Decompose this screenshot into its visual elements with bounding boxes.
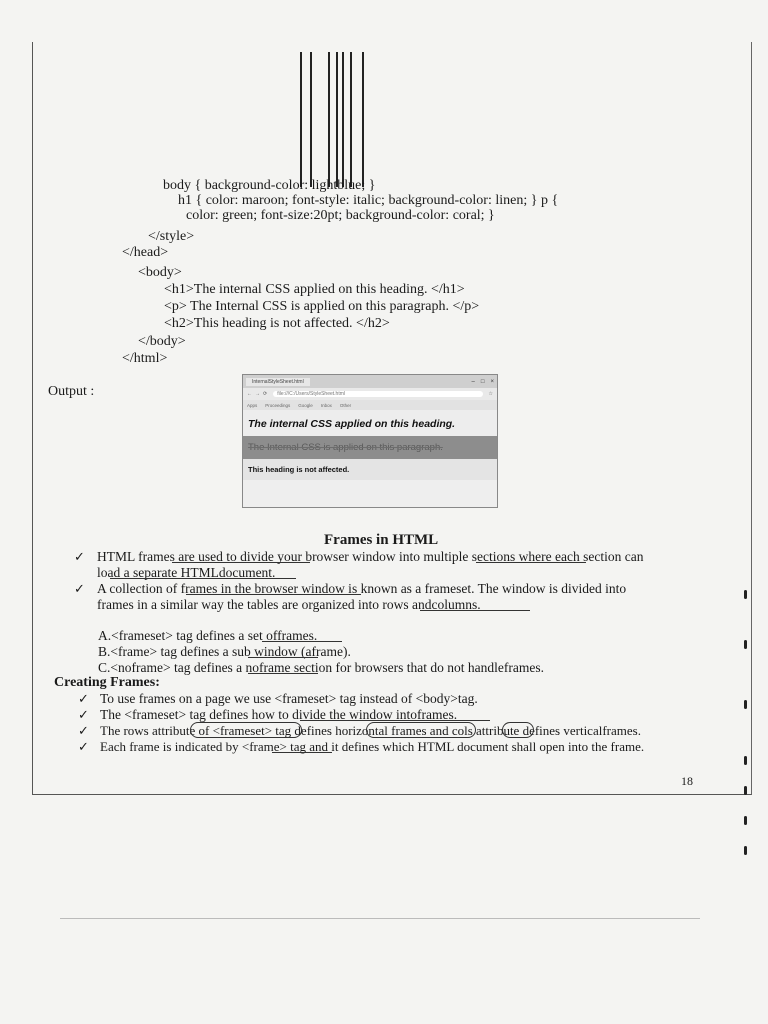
- browser-address-bar: [243, 388, 497, 400]
- code-line: </html>: [122, 351, 168, 366]
- back-icon: ←: [247, 391, 252, 397]
- margin-mark: [744, 640, 747, 649]
- code-line: <h1>The internal CSS applied on this heading. </h1>: [164, 282, 465, 297]
- star-icon: ☆: [488, 391, 493, 397]
- code-line: h1 { color: maroon; font-style: italic; background-color: linen; } p {: [178, 193, 559, 208]
- url-field: file:///C:/Users/StyleSheet.html: [273, 391, 482, 397]
- ink-circle: [502, 722, 534, 738]
- browser-tab: InternalStyleSheet.html: [246, 378, 310, 386]
- browser-screenshot: [242, 374, 498, 508]
- forward-icon: →: [255, 391, 260, 397]
- minimize-icon: –: [471, 378, 475, 385]
- browser-h2: This heading is not affected.: [243, 459, 497, 480]
- section-title: Frames in HTML: [324, 532, 439, 548]
- margin-mark: [744, 846, 747, 855]
- margin-mark: [744, 590, 747, 599]
- browser-paragraph: The Internal CSS is applied on this paragraph.: [243, 436, 497, 459]
- ink-underline: [110, 578, 296, 579]
- code-line: body { background-color: lightblue; }: [163, 178, 376, 193]
- maximize-icon: □: [480, 378, 485, 385]
- ink-underline: [248, 673, 318, 674]
- ink-underline: [248, 657, 318, 658]
- scan-artifact-line: [60, 918, 700, 919]
- browser-tab-bar: [243, 375, 497, 388]
- ink-underline: [262, 641, 342, 642]
- bookmark-bar: [243, 400, 497, 410]
- ink-underline: [272, 752, 332, 753]
- scan-artifact-lines: [300, 52, 370, 187]
- code-line: <p> The Internal CSS is applied on this paragraph. </p>: [164, 299, 480, 314]
- ink-circle: [366, 722, 476, 738]
- bookmark-item: Google: [298, 402, 313, 408]
- browser-h1: The internal CSS applied on this heading.: [243, 410, 497, 436]
- bullet-text: frames in a similar way the tables are organized into rows andcolumns.: [97, 597, 481, 612]
- code-line: </style>: [148, 229, 195, 244]
- tag-item: A.<frameset> tag defines a set offrames.: [98, 628, 318, 643]
- bullet-text: A collection of frames in the browser window is known as a frameset. The window is divided into: [97, 581, 627, 596]
- code-line: <h2>This heading is not affected. </h2>: [164, 316, 390, 331]
- ink-circle: [190, 722, 302, 738]
- tag-item: B.<frame> tag defines a sub window (aframe).: [98, 644, 351, 659]
- code-line: color: green; font-size:20pt; background-color: coral; }: [186, 208, 495, 223]
- ink-underline: [300, 720, 490, 721]
- margin-mark: [744, 786, 747, 795]
- reload-icon: ⟳: [263, 391, 268, 397]
- bookmark-item: Inbox: [320, 402, 332, 408]
- check-icon: ✓: [74, 581, 85, 596]
- check-icon: ✓: [78, 691, 89, 706]
- ink-underline: [186, 594, 361, 595]
- code-line: <body>: [138, 265, 182, 280]
- bullet-text: load a separate HTMLdocument.: [97, 565, 276, 580]
- margin-mark: [744, 756, 747, 765]
- code-line: </head>: [122, 245, 169, 260]
- creating-item: To use frames on a page we use <frameset> tag instead of <body>tag.: [100, 691, 478, 706]
- output-label: Output :: [48, 384, 95, 399]
- creating-frames-heading: Creating Frames:: [54, 675, 160, 690]
- creating-item: The <frameset> tag defines how to divide the window intoframes.: [100, 707, 458, 722]
- check-icon: ✓: [78, 739, 89, 754]
- ink-underline: [172, 562, 310, 563]
- check-icon: ✓: [78, 723, 89, 738]
- check-icon: ✓: [74, 549, 85, 564]
- margin-mark: [744, 816, 747, 825]
- bookmark-item: Apps: [247, 402, 258, 408]
- check-icon: ✓: [78, 707, 89, 722]
- creating-item: The rows attribute of <frameset> tag defines horizontal frames and cols attribute defines verticalframes.: [100, 723, 641, 738]
- creating-item: Each frame is indicated by <frame> tag and it defines which HTML document shall open into the frame.: [100, 739, 645, 754]
- page-number: 18: [681, 774, 693, 788]
- code-line: </body>: [138, 334, 186, 349]
- bullet-text: HTML frames are used to divide your browser window into multiple sections where each section can: [97, 549, 644, 564]
- bookmark-item: Other: [339, 402, 352, 408]
- tag-item: C.<noframe> tag defines a noframe section for browsers that do not handleframes.: [98, 660, 544, 675]
- margin-mark: [744, 700, 747, 709]
- close-icon: ×: [490, 378, 494, 385]
- bookmark-item: Proceedings: [265, 402, 291, 408]
- ink-underline: [420, 610, 530, 611]
- ink-underline: [476, 562, 586, 563]
